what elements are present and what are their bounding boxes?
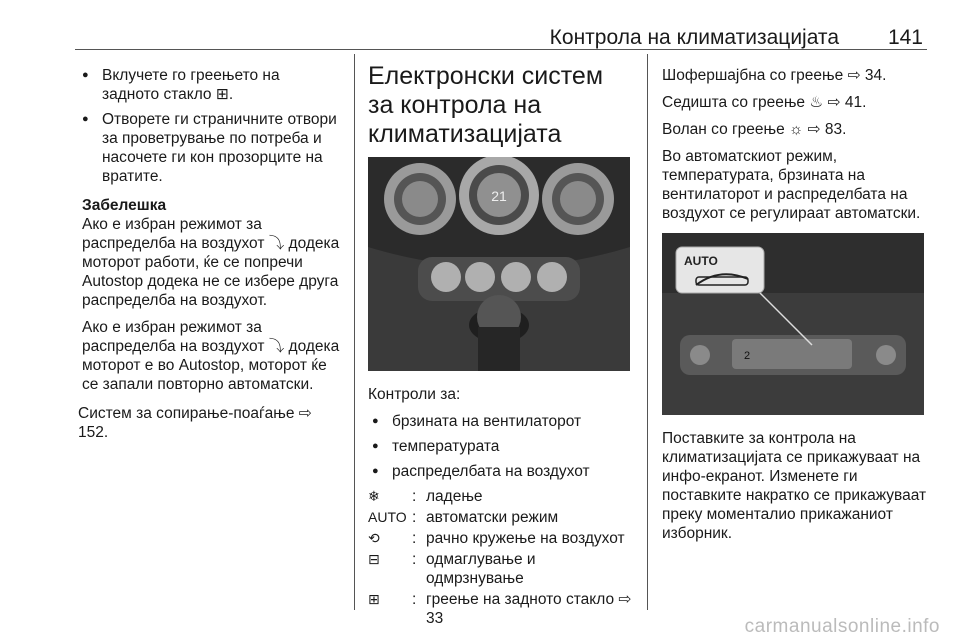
page-number: 141 bbox=[887, 26, 923, 49]
column-3 bbox=[662, 66, 928, 551]
defrost-icon: ⊟ bbox=[368, 551, 380, 567]
note-paragraph: Ако е избран режимот за распределба на воздухот ⤵ додека моторот работи, ќе се попречи Autostop додека не се избере друга распределба на воздухот. bbox=[82, 216, 340, 309]
column-divider-2 bbox=[647, 54, 648, 610]
rear-window-heat-icon: ⊞ bbox=[368, 591, 380, 607]
header-rule bbox=[75, 49, 927, 50]
bullet-item: ● распределбата на воздухот bbox=[368, 462, 634, 481]
legend-text: рачно кружење на воздухот bbox=[426, 530, 625, 547]
legend-separator: : bbox=[412, 551, 417, 568]
section-heading: Електронски систем за контрола на климатизацијата bbox=[368, 62, 604, 148]
legend-text: одмаглување и одмрзнување bbox=[426, 551, 536, 587]
snowflake-icon: ❄ bbox=[368, 488, 380, 504]
panel-display-text: 21 bbox=[491, 188, 507, 204]
page-header bbox=[75, 24, 927, 52]
body-paragraph: Поставките за контрола на климатизацијата се прикажуваат на инфо-екранот. Изменете ги поставките накратко се прикажуваат преку моменталио прикажаниот изборник. bbox=[662, 430, 927, 542]
cross-reference: Седишта со греење ♨ ⇨ 41. bbox=[662, 94, 867, 111]
symbol-legend bbox=[368, 487, 634, 628]
bullet-item: ● Отворете ги страничните отвори за проветрување по потреба и насочете ги кон прозорците на вратите. bbox=[78, 110, 340, 186]
watermark: carmanualsonline.info bbox=[744, 616, 940, 637]
auto-label: AUTO bbox=[684, 254, 718, 268]
bullet-item: ● температурата bbox=[368, 437, 634, 456]
legend-text: ладење bbox=[426, 488, 483, 505]
body-paragraph: Во автоматскиот режим, температурата, брзината на вентилаторот и распределбата на воздухот се регулираат автоматски. bbox=[662, 148, 921, 222]
cross-reference: Систем за сопирање-поаѓање ⇨ 152. bbox=[78, 405, 312, 441]
legend-separator: : bbox=[412, 488, 417, 505]
legend-separator: : bbox=[412, 591, 417, 608]
display-temp: 2 bbox=[744, 350, 751, 362]
bullet-item: ● брзината на вентилаторот bbox=[368, 412, 634, 431]
legend-separator: : bbox=[412, 509, 417, 526]
column-1 bbox=[78, 66, 340, 450]
legend-text: автоматски режим bbox=[426, 509, 559, 526]
bullet-item: ● Вклучете го греењето на задното стакло ⊞. bbox=[78, 66, 340, 104]
note-title: Забелешка bbox=[82, 197, 167, 214]
note-block bbox=[78, 196, 340, 394]
note-paragraph: Ако е избран режимот за распределба на воздухот ⤵ додека моторот е во Autostop, моторот ќе се запали повторно автоматски. bbox=[82, 319, 340, 393]
controls-intro: Контроли за: bbox=[368, 386, 461, 403]
legend-text: греење на задното стакло ⇨ 33 bbox=[426, 591, 632, 627]
climate-panel-photo bbox=[368, 157, 630, 371]
auto-display-photo bbox=[662, 233, 924, 415]
recirculation-icon: ⟲ bbox=[368, 530, 380, 546]
climate-panel-illustration bbox=[368, 157, 630, 371]
cross-reference: Шофершајбна со греење ⇨ 34. bbox=[662, 67, 887, 84]
column-2 bbox=[368, 62, 634, 628]
auto-icon: AUTO bbox=[368, 509, 407, 525]
cross-reference: Волан со греење ☼ ⇨ 83. bbox=[662, 121, 847, 138]
page-title: Контрола на климатизацијата bbox=[549, 26, 839, 49]
auto-display-illustration bbox=[662, 233, 924, 415]
legend-separator: : bbox=[412, 530, 417, 547]
column-divider-1 bbox=[354, 54, 355, 610]
